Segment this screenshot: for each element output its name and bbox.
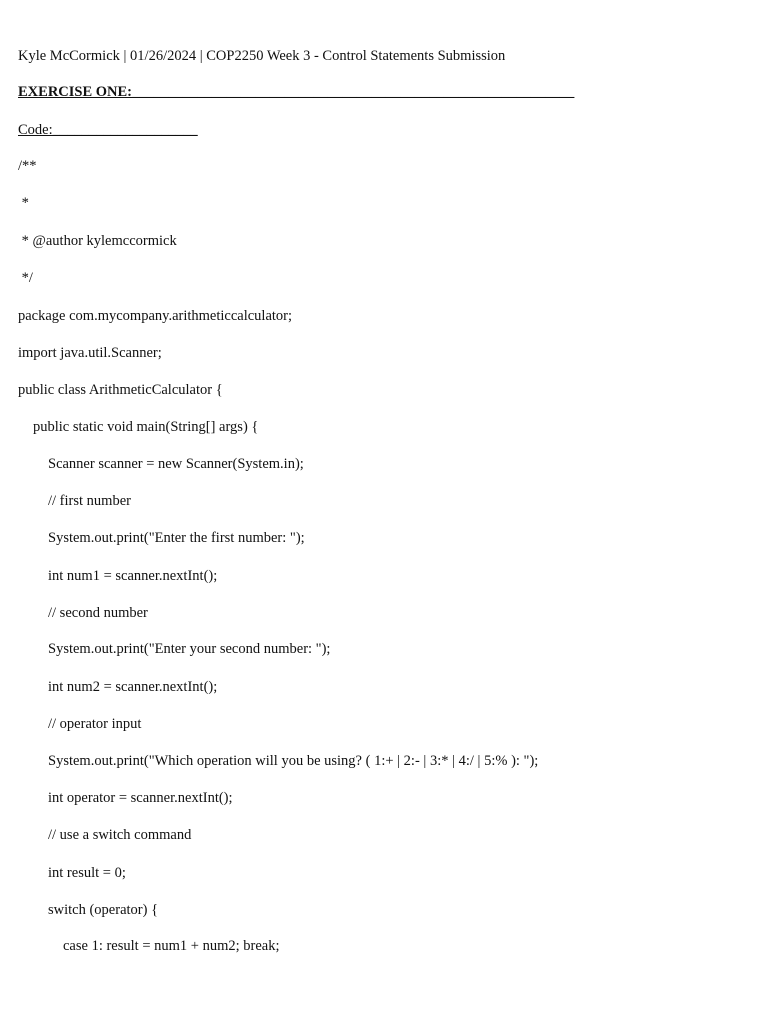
code-line: import java.util.Scanner; (18, 345, 162, 361)
code-line: public static void main(String[] args) { (33, 419, 259, 435)
code-line: public class ArithmeticCalculator { (18, 382, 223, 398)
code-line: // first number (48, 493, 131, 509)
code-line: * @author kylemccormick (18, 233, 177, 249)
code-line: // use a switch command (48, 827, 192, 843)
code-line: int result = 0; (48, 865, 126, 881)
code-line: package com.mycompany.arithmeticcalculator; (18, 308, 293, 324)
code-line: System.out.print("Enter the first number: "); (48, 530, 305, 546)
code-line: // second number (48, 605, 148, 621)
code-line: System.out.print("Enter your second number: "); (48, 641, 331, 657)
code-line: // operator input (48, 716, 142, 732)
code-line: * (18, 195, 29, 211)
code-line: case 1: result = num1 + num2; break; (63, 938, 280, 954)
code-line: int num1 = scanner.nextInt(); (48, 568, 218, 584)
exercise-heading: EXERCISE ONE:_____________________________________________________________ (18, 84, 575, 100)
code-line: */ (18, 270, 33, 286)
code-line: /** (18, 158, 37, 174)
document-header: Kyle McCormick | 01/26/2024 | COP2250 Week 3 - Control Statements Submission (18, 48, 506, 64)
code-line: int operator = scanner.nextInt(); (48, 790, 233, 806)
code-line: System.out.print("Which operation will you be using? ( 1:+ | 2:- | 3:* | 4:/ | 5:% ): "); (48, 753, 539, 769)
code-line: Scanner scanner = new Scanner(System.in); (48, 456, 304, 472)
code-label: Code:____________________ (18, 122, 198, 138)
code-line: int num2 = scanner.nextInt(); (48, 679, 218, 695)
code-line: switch (operator) { (48, 902, 159, 918)
